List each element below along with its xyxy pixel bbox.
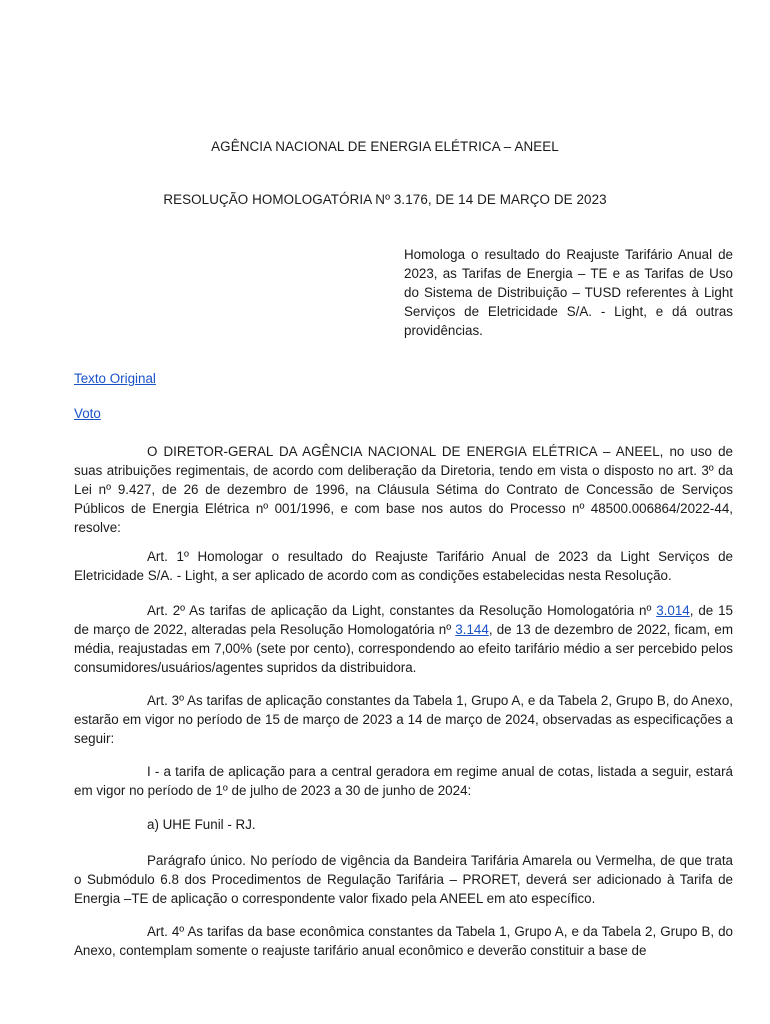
article-4-text: Art. 4º As tarifas da base econômica constantes da Tabela 1, Grupo A, e da Tabela 2, Grupo B, do Anexo, contemplam somente o reajuste tarifário anual econômico e deverão constituir a base de <box>74 924 733 958</box>
article-2-text-b: , de 15 de março de 2022, alteradas pela Resolução Homologatória nº <box>74 603 733 637</box>
article-1-text: Art. 1º Homologar o resultado do Reajuste Tarifário Anual de 2023 da Light Serviços de Eletricidade S/A. - Light, a ser aplicado de acordo com as condições estabelecidas nesta Resolução. <box>74 549 733 583</box>
inciso-1-text: I - a tarifa de aplicação para a central geradora em regime anual de cotas, listada a seguir, estará em vigor no período de 1º de julho de 2023 a 30 de junho de 2024: <box>74 764 733 798</box>
resolution-3014-link[interactable]: 3.014 <box>656 603 690 618</box>
alinea-a-text: a) UHE Funil - RJ. <box>147 817 256 832</box>
preamble-text: O DIRETOR-GERAL DA AGÊNCIA NACIONAL DE ENERGIA ELÉTRICA – ANEEL, no uso de suas atribuições regimentais, de acordo com deliberação da Diretoria, tendo em vista o disposto no art. 3º da Lei nº 9.427, de 26 de dezembro de 1996, na Cláusula Sétima do Contrato de Concessão de Serviços Públicos de Energia Elétrica nº 001/1996, e com base nos autos do Processo nº 48500.006864/2022-44, resolve: <box>74 444 733 535</box>
texto-original-link[interactable]: Texto Original <box>74 371 156 386</box>
inciso-1 <box>74 762 733 800</box>
alinea-a <box>74 815 733 834</box>
resolution-title: RESOLUÇÃO HOMOLOGATÓRIA Nº 3.176, DE 14 DE MARÇO DE 2023 <box>163 192 607 207</box>
resolution-3144-link[interactable]: 3.144 <box>455 622 489 637</box>
voto-link[interactable]: Voto <box>74 406 101 421</box>
article-4 <box>74 922 733 960</box>
agency-title: AGÊNCIA NACIONAL DE ENERGIA ELÉTRICA – ANEEL <box>211 139 559 154</box>
article-2 <box>74 601 733 677</box>
article-2-text-a: Art. 2º As tarifas de aplicação da Light, constantes da Resolução Homologatória nº <box>147 603 657 618</box>
preamble-paragraph <box>74 442 733 537</box>
paragrafo-unico-text: Parágrafo único. No período de vigência da Bandeira Tarifária Amarela ou Vermelha, de que trata o Submódulo 6.8 dos Procedimentos de Regulação Tarifária – PRORET, deverá ser adicionado à Tarifa de Energia –TE de aplicação o correspondente valor fixado pela ANEEL em ato específico. <box>74 853 733 906</box>
ementa: Homologa o resultado do Reajuste Tarifário Anual de 2023, as Tarifas de Energia – TE e as Tarifas de Uso do Sistema de Distribuição – TUSD referentes à Light Serviços de Eletricidade S/A. - Light, e dá outras providências. <box>404 247 733 338</box>
article-3-text: Art. 3º As tarifas de aplicação constantes da Tabela 1, Grupo A, e da Tabela 2, Grupo B, do Anexo, estarão em vigor no período de 15 de março de 2023 a 14 de março de 2024, observadas as especificações a seguir: <box>74 693 733 746</box>
paragrafo-unico <box>74 851 733 908</box>
article-1 <box>74 547 733 585</box>
article-2-text-c: , de 13 de dezembro de 2022, ficam, em média, reajustadas em 7,00% (sete por cento), correspondendo ao efeito tarifário médio a ser percebido pelos consumidores/usuários/agentes supridos da distribuidora. <box>74 622 733 675</box>
article-3 <box>74 691 733 748</box>
